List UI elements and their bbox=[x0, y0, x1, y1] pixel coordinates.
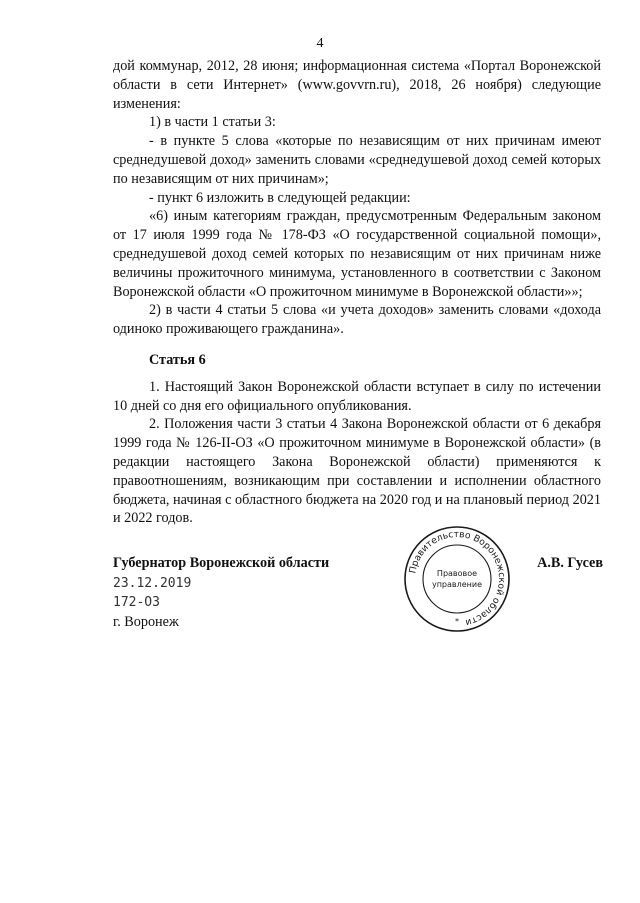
article-paragraph: 1. Настоящий Закон Воронежской области вступает в силу по истечении 10 дней со дня его официального опубликования. bbox=[113, 378, 601, 414]
paragraph-item: - пункт 6 изложить в следующей редакции: bbox=[149, 189, 411, 206]
signatory-role: Губернатор Воронежской области bbox=[113, 555, 330, 571]
seal-inner-ring bbox=[423, 545, 491, 613]
paragraph-item: 2) в части 4 статьи 5 слова «и учета доходов» заменить словами «дохода одиноко проживающего гражданина». bbox=[113, 302, 601, 338]
signature-block bbox=[113, 555, 603, 635]
official-seal bbox=[402, 524, 512, 634]
seal-center-line2: управление bbox=[431, 580, 483, 589]
city: г. Воронеж bbox=[113, 614, 179, 630]
law-number: 172-ОЗ bbox=[113, 595, 160, 610]
paragraph-item: - в пункте 5 слова «которые по независящим от них причинам имеют среднедушевой доход» заменить словами «среднедушевой доход семей которых по независящим от них причинам»; bbox=[113, 133, 601, 187]
document-body bbox=[113, 57, 601, 528]
seal-center-line1: Правовое bbox=[436, 569, 478, 578]
seal-ring-text: Правительство Воронежской области bbox=[407, 528, 508, 629]
signatory-name: А.В. Гусев bbox=[537, 555, 603, 571]
law-date: 23.12.2019 bbox=[113, 576, 192, 591]
seal-outer-ring bbox=[405, 527, 509, 631]
paragraph-continuation: дой коммунар, 2012, 28 июня; информационная система «Портал Воронежской области в сети Интернет» (www.govvrn.ru), 2018, 26 ноября) следующие изменения: bbox=[113, 58, 601, 112]
page-number: 4 bbox=[316, 36, 324, 51]
paragraph-item: «6) иным категориям граждан, предусмотренным Федеральным законом от 17 июля 1999 года № 178-ФЗ «О государственной социальной помощи», среднедушевой доход семей которых по независящим от них причинам ниже величины прожиточного минимума, установленного в соответствии с Законом Воронежской области «О прожиточном минимуме в Воронежской области»»; bbox=[113, 208, 601, 300]
article-paragraph: 2. Положения части 3 статьи 4 Закона Воронежской области от 6 декабря 1999 года № 126-II-ОЗ «О прожиточном минимуме в Воронежской области» (в редакции настоящего Закона Воронежской области) применяются к правоотношениям, возникающим при составлении и исполнении областного бюджета, начиная с областного бюджета на 2020 год и на плановый период 2021 и 2022 годов. bbox=[113, 416, 601, 527]
article-title: Статья 6 bbox=[149, 351, 206, 368]
seal-star-icon: * bbox=[455, 617, 459, 626]
paragraph-item: 1) в части 1 статьи 3: bbox=[149, 114, 276, 131]
